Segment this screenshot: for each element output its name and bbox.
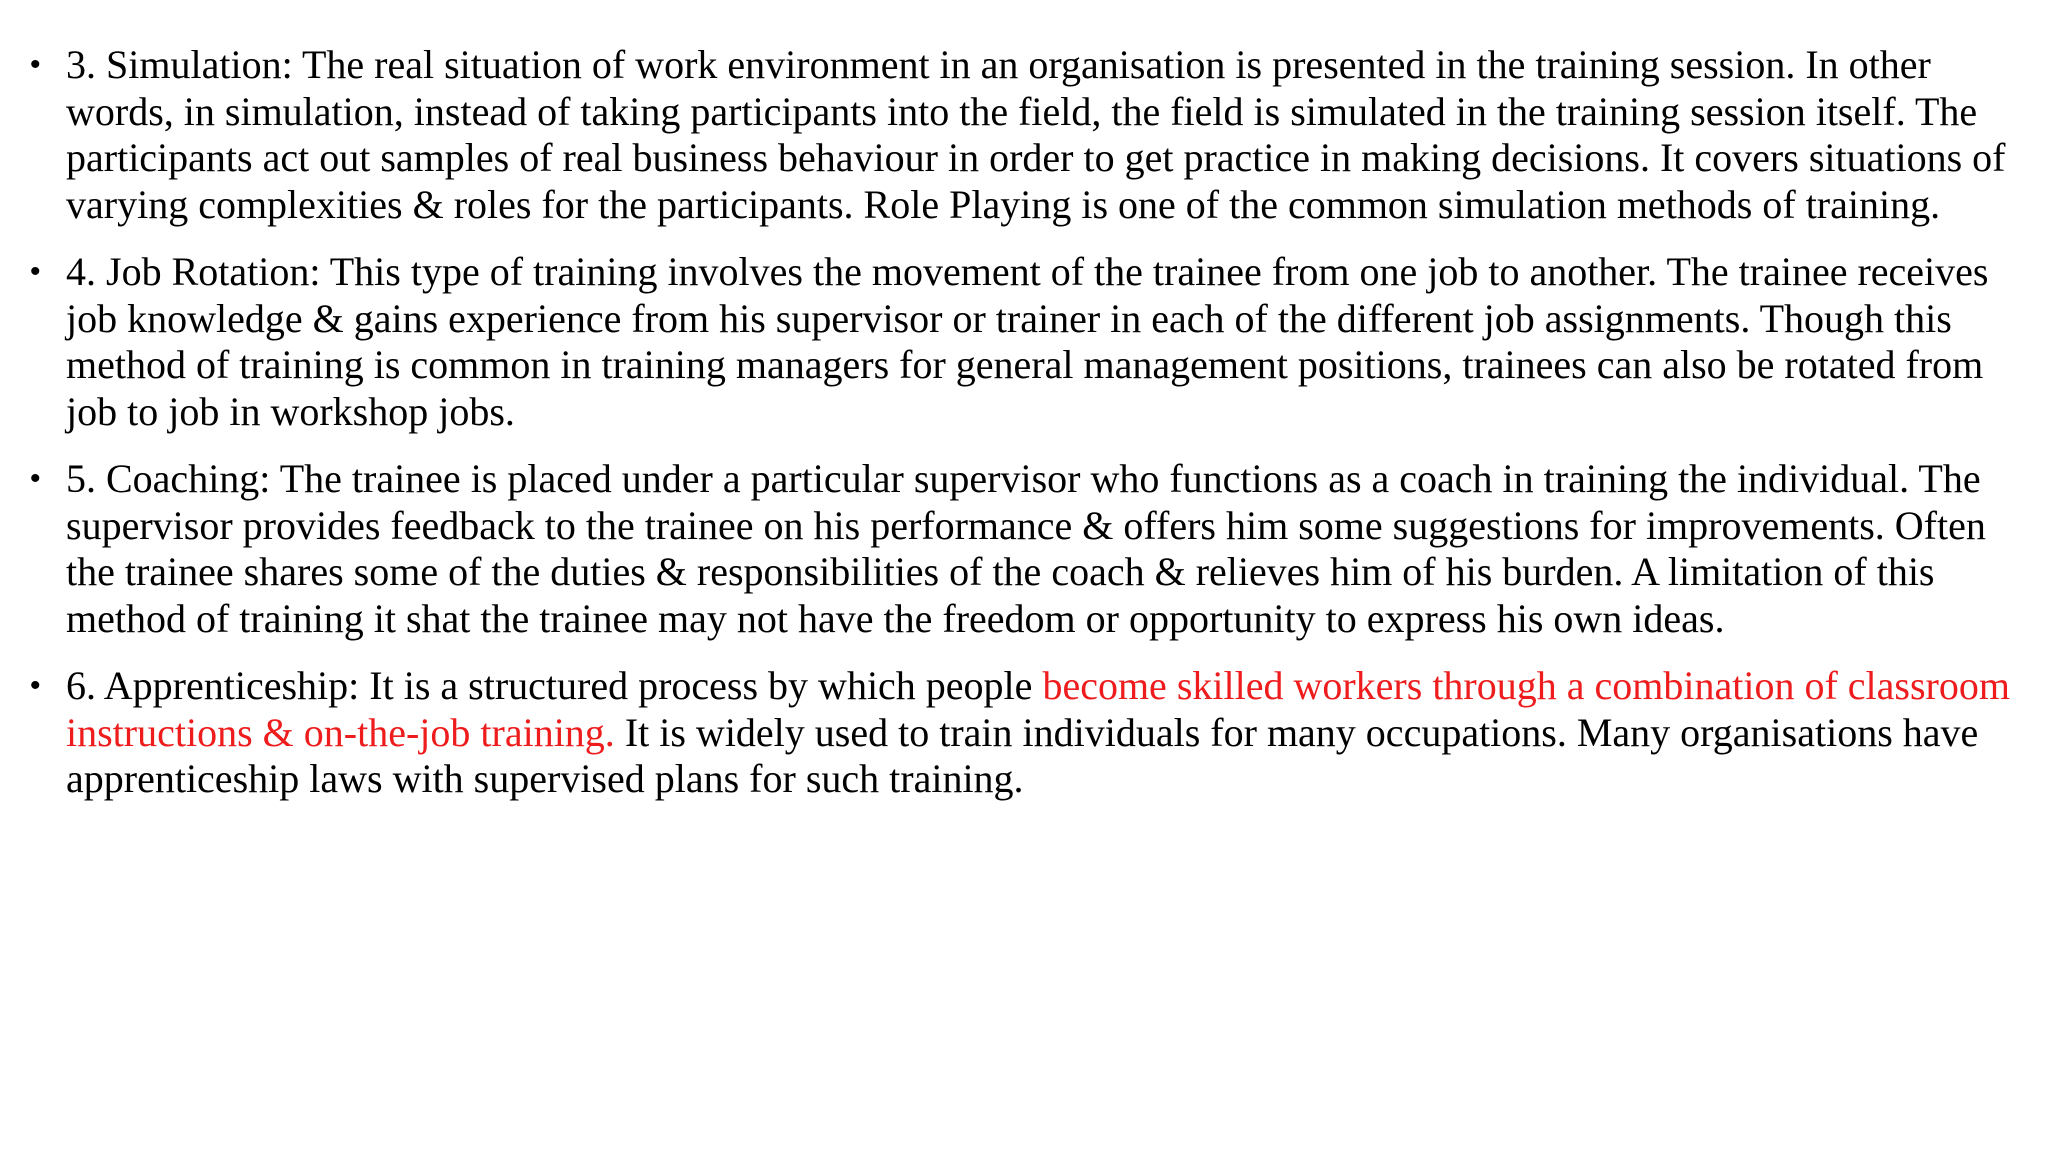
- bullet-item-coaching: [30, 456, 2020, 642]
- bullet-icon: •: [30, 462, 41, 495]
- bullet-icon: •: [30, 255, 41, 288]
- apprenticeship-text-start: 6. Apprenticeship: It is a structured process by which people: [66, 663, 1043, 708]
- bullet-text-coaching: 5. Coaching: The trainee is placed under a particular supervisor who functions as a coach in training the individual. The supervisor provides feedback to the trainee on his performance & offers him some suggestions for improvements. Often the trainee shares some of the duties & responsibilities of the coach & relieves him of his burden. A limitation of this method of training it shat the trainee may not have the freedom or opportunity to express his own ideas.: [66, 456, 1986, 641]
- apprenticeship-text-end: It is widely used to train individuals for many occupations. Many organisations have apprenticeship laws with supervised plans for such training.: [66, 709, 1979, 801]
- bullet-icon: •: [30, 669, 41, 702]
- bullet-text-apprenticeship: [66, 663, 2020, 803]
- bullet-item-simulation: [30, 42, 2020, 228]
- bullet-text-simulation: 3. Simulation: The real situation of work environment in an organisation is presented in the training session. In other words, in simulation, instead of taking participants into the field, the field is simulated in the training session itself. The participants act out samples of real business behaviour in order to get practice in making decisions. It covers situations of varying complexities & roles for the participants. Role Playing is one of the common simulation methods of training.: [66, 42, 2006, 227]
- bullet-icon: •: [30, 48, 41, 81]
- bullet-item-job-rotation: [30, 249, 2020, 435]
- bullet-text-job-rotation: 4. Job Rotation: This type of training involves the movement of the trainee from one job to another. The trainee receives job knowledge & gains experience from his supervisor or trainer in each of the different job assignments. Though this method of training is common in training managers for general management positions, trainees can also be rotated from job to job in workshop jobs.: [66, 249, 1989, 434]
- bullet-list: [30, 42, 2020, 824]
- bullet-item-apprenticeship: [30, 663, 2020, 803]
- apprenticeship-highlighted-text: become skilled workers through a combination of classroom instructions & on-the-job training.: [66, 663, 2010, 755]
